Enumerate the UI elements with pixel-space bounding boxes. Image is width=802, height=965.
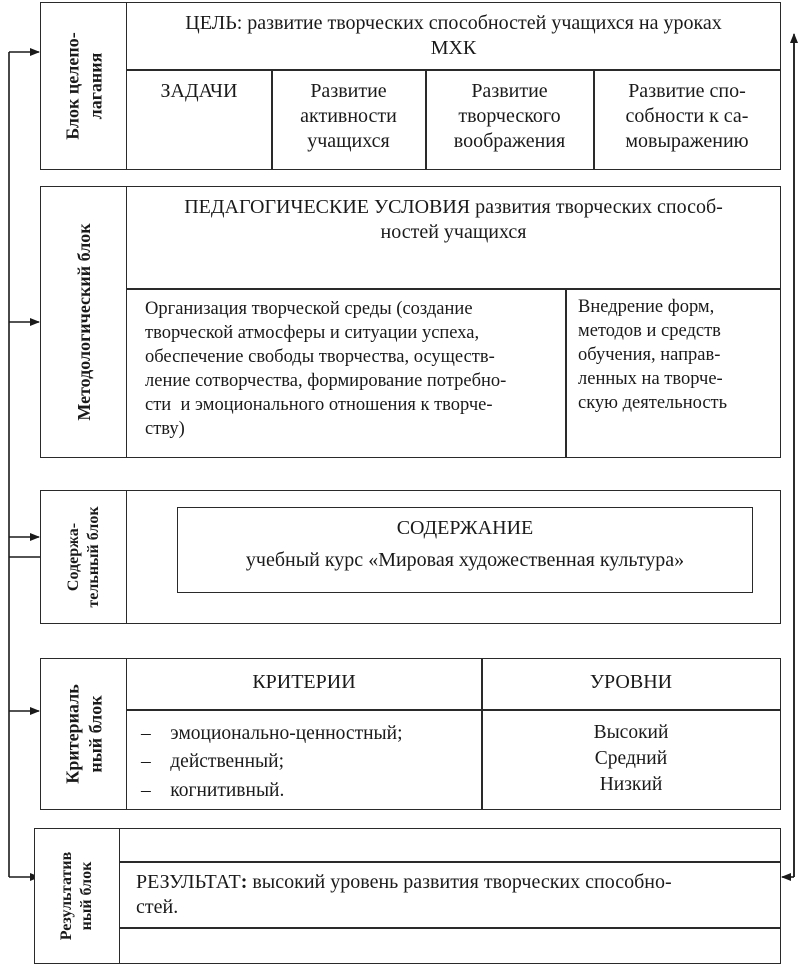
result-text [136, 870, 672, 920]
content-block-label: Содержа- тельный блок [64, 506, 102, 608]
content-block-side [41, 491, 127, 623]
result-colon: : [240, 871, 248, 893]
task-activity: Развитие активности учащихся [300, 80, 397, 152]
method-block-label: Методологический блок [73, 223, 94, 421]
method-block [40, 186, 781, 458]
goal-block [40, 2, 781, 170]
level-low: Низкий [599, 774, 663, 795]
goal-block-side [41, 3, 127, 169]
result-description: высокий уровень развития творческих способно- стей. [136, 871, 672, 918]
result-prefix: РЕЗУЛЬТАТ [136, 871, 241, 893]
level-medium: Средний [594, 748, 668, 769]
result-block [34, 828, 781, 964]
content-course: учебный курс «Мировая художественная культура» [245, 549, 685, 571]
tasks-label: ЗАДАЧИ [160, 80, 238, 102]
result-block-label: Результатив ный блок [58, 851, 95, 941]
criterion-cognitive: – когнитивный. [141, 780, 285, 801]
goal-text: ЦЕЛЬ: развитие творческих способностей учащихся на уроках МХК [185, 12, 722, 59]
conditions-title: ПЕДАГОГИЧЕСКИЕ УСЛОВИЯ развития творческих способ- ностей учащихся [184, 196, 723, 243]
criteria-block-side [41, 659, 127, 809]
criterion-emotional: – эмоционально-ценностный; [141, 723, 403, 744]
task-imagination: Развитие творческого воображения [453, 80, 566, 152]
condition-creative-environment: Организация творческой среды (создание творческой атмосферы и ситуации успеха, обеспечение свободы творчества, осуществ- ление сотворчества, формирование потребно- сти и эмоционального отношения к творче- ству) [145, 299, 507, 439]
criteria-header: КРИТЕРИИ [252, 671, 356, 693]
criterion-active: – действенный; [141, 751, 285, 772]
level-high: Высокий [593, 722, 669, 743]
content-title: СОДЕРЖАНИЕ [396, 517, 534, 539]
result-block-side [35, 829, 120, 963]
criteria-block [40, 658, 781, 810]
method-block-side [41, 187, 127, 457]
content-inner-box [177, 507, 753, 593]
levels-header: УРОВНИ [589, 671, 673, 693]
condition-forms-methods: Внедрение форм, методов и средств обучения, направ- ленных на творче- скую деятельность [578, 297, 728, 413]
criteria-block-label: Критериаль ный блок [62, 684, 105, 784]
task-self-expression: Развитие спо- собности к са- мовыражению [625, 80, 749, 152]
goal-block-label: Блок целепо- лагания [62, 32, 105, 140]
content-block [40, 490, 781, 624]
